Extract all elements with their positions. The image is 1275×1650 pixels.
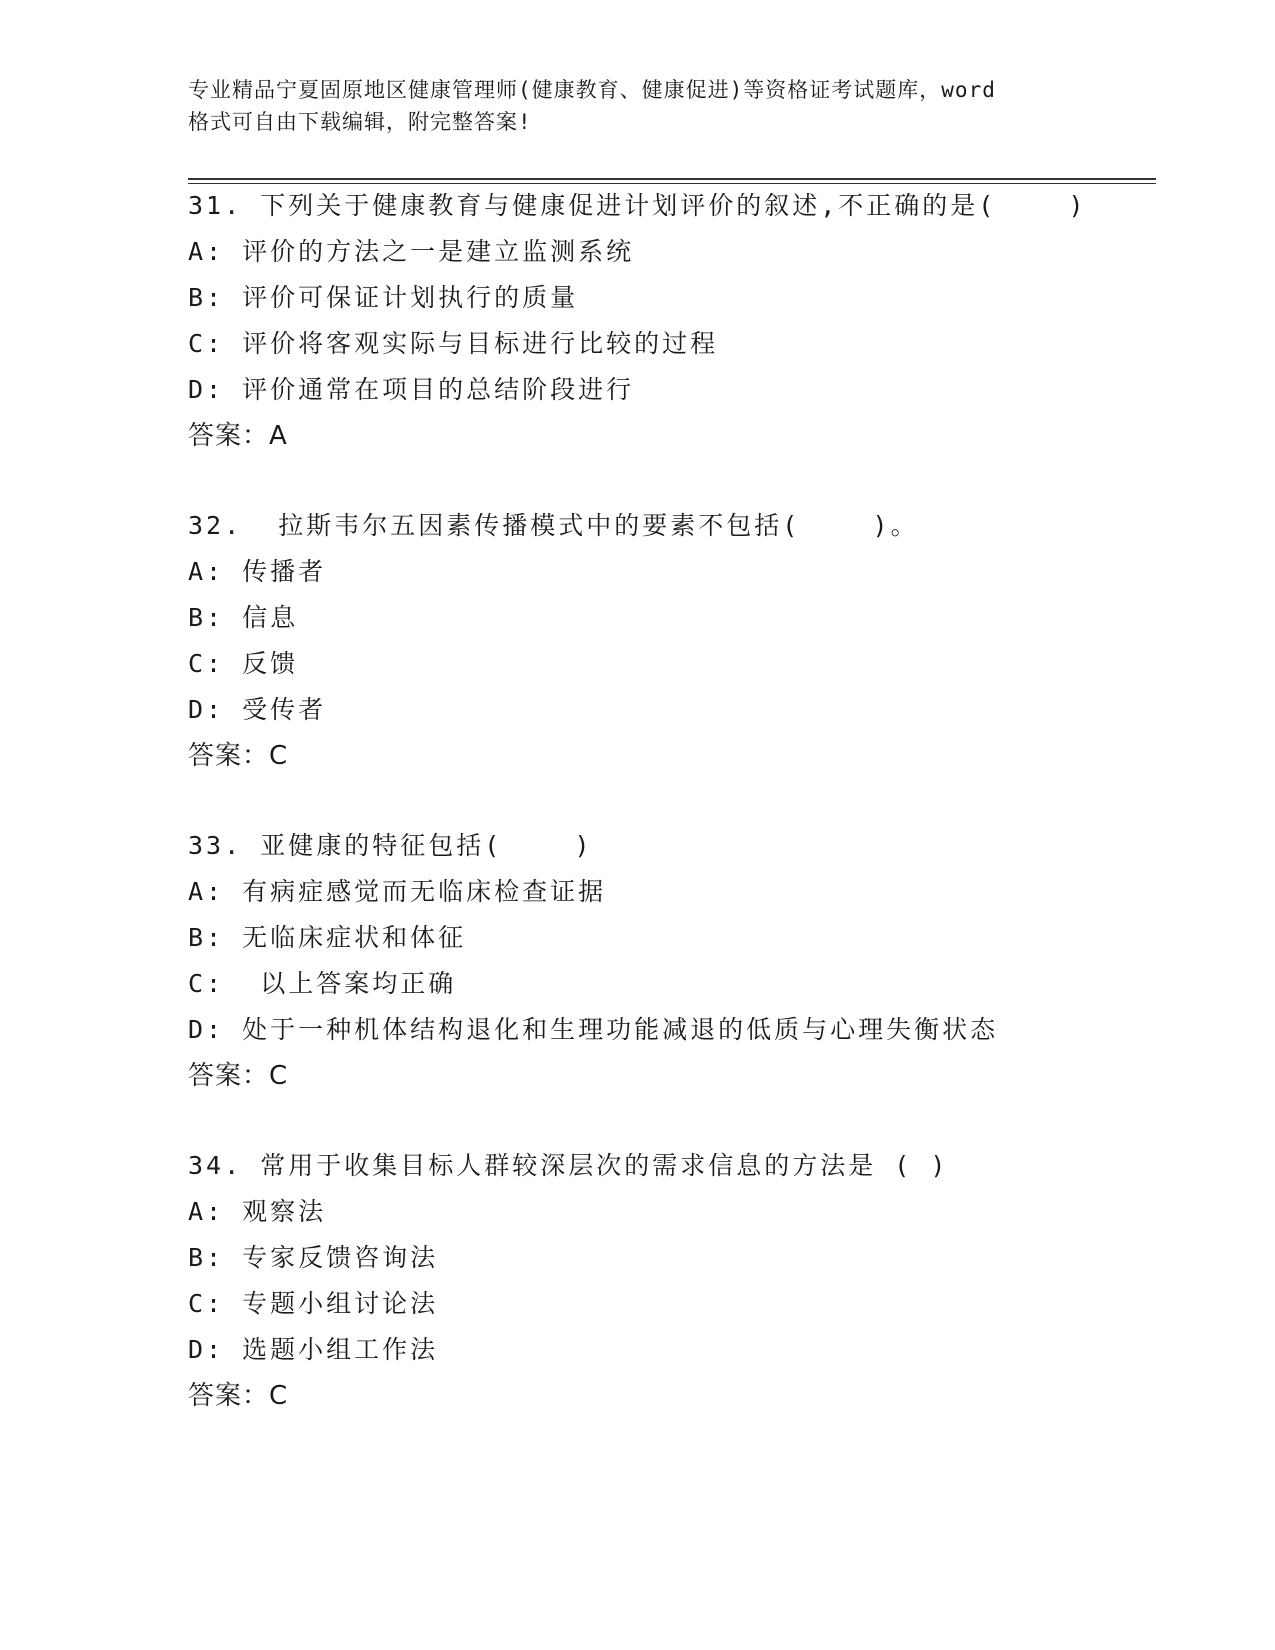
option-a: A: 观察法 — [188, 1197, 327, 1226]
question-stem: 34. 常用于收集目标人群较深层次的需求信息的方法是 ( ) — [188, 1151, 949, 1180]
question-stem: 33. 亚健康的特征包括( ) — [188, 831, 593, 860]
option-c: C: 反馈 — [188, 649, 299, 678]
option-d: D: 选题小组工作法 — [188, 1335, 439, 1364]
option-d: D: 受传者 — [188, 695, 327, 724]
question-stem: 31. 下列关于健康教育与健康促进计划评价的叙述,不正确的是( ) — [188, 191, 1087, 220]
option-b: B: 无临床症状和体征 — [188, 923, 467, 952]
option-a: A: 传播者 — [188, 557, 327, 586]
option-c: C: 评价将客观实际与目标进行比较的过程 — [188, 329, 719, 358]
option-d: D: 处于一种机体结构退化和生理功能减退的低质与心理失衡状态 — [188, 1015, 999, 1044]
question-stem: 32. 拉斯韦尔五因素传播模式中的要素不包括( )。 — [188, 511, 919, 540]
header-line-2: 格式可自由下载编辑，附完整答案! — [188, 110, 532, 134]
question-31 — [188, 183, 1156, 459]
header-divider-thick — [188, 178, 1156, 180]
answer: 答案：C — [188, 741, 289, 771]
question-34 — [188, 1143, 1156, 1419]
option-b: B: 评价可保证计划执行的质量 — [188, 283, 579, 312]
option-a: A: 有病症感觉而无临床检查证据 — [188, 877, 607, 906]
option-d: D: 评价通常在项目的总结阶段进行 — [188, 375, 635, 404]
option-c: C: 专题小组讨论法 — [188, 1289, 439, 1318]
header-line-1: 专业精品宁夏固原地区健康管理师(健康教育、健康促进)等资格证考试题库，word — [188, 78, 996, 102]
question-33 — [188, 823, 1156, 1099]
question-32 — [188, 503, 1156, 779]
document-header — [188, 74, 1088, 138]
option-c: C: 以上答案均正确 — [188, 969, 457, 998]
answer: 答案：C — [188, 1381, 289, 1411]
option-b: B: 专家反馈咨询法 — [188, 1243, 439, 1272]
option-a: A: 评价的方法之一是建立监测系统 — [188, 237, 635, 266]
option-b: B: 信息 — [188, 603, 299, 632]
answer: 答案：C — [188, 1061, 289, 1091]
answer: 答案：A — [188, 421, 288, 451]
